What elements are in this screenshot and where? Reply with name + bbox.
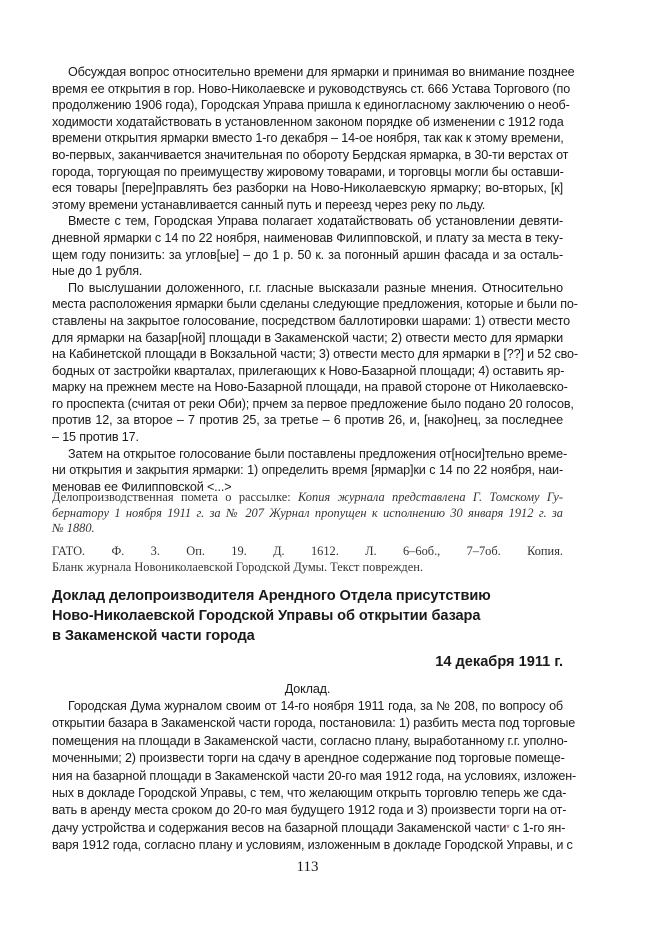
text-line xyxy=(52,379,568,396)
text-line xyxy=(52,97,570,114)
line-text: щем году понизить: за углов[ые] – до 1 р. 50 к. за погонный аршин фасада и за осталь- xyxy=(52,247,563,262)
line-text: места расположения ярмарки были сделаны следующие предложения, которые и были по- xyxy=(52,297,578,312)
line-text: бодных от застройки кварталах, прилегающих к Ново-Базарной площади; 4) оставить яр- xyxy=(52,363,565,378)
heading-line: Доклад делопроизводителя Арендного Отдела присутствию xyxy=(52,588,491,604)
text-line xyxy=(52,785,567,802)
footnote-marker[interactable]: * xyxy=(506,822,510,833)
note-line xyxy=(52,506,563,522)
text-line xyxy=(52,330,563,347)
line-text: Затем на открытое голосование были поставлены предложения от[носи]тельно време- xyxy=(68,446,568,461)
text-line xyxy=(52,412,563,429)
text-line xyxy=(52,81,571,98)
text-line xyxy=(52,733,568,750)
line-text: против 12, за второе – 7 против 25, за третье – 6 против 26, и, [нако]нец, за последнее xyxy=(52,413,563,428)
document-title: Доклад. xyxy=(284,682,331,696)
text-line xyxy=(52,213,563,230)
heading-line: в Закаменской части города xyxy=(52,628,255,644)
note-line xyxy=(52,490,563,506)
text-line xyxy=(52,768,577,785)
line-text: с 1-го ян- xyxy=(509,820,566,835)
line-text: на Кабинетской площади в Вокзальной части; 3) отвести место для ярмарки в [??] и 52 сво- xyxy=(52,347,578,362)
line-text: Вместе с тем, Городская Управа полагает ходатайствовать об установлении девяти- xyxy=(68,214,563,229)
text-line xyxy=(52,147,569,164)
text-line xyxy=(52,837,573,854)
text-line xyxy=(52,396,574,413)
line-text: го проспекта (считая от реки Оби); прчем за первое предложение было подано 20 голосов, xyxy=(52,396,574,411)
line-text: варя 1912 года, согласно плану и условиям, изложенным в докладе Городской Управы, и с xyxy=(52,838,573,853)
document-heading xyxy=(52,586,563,646)
text-line xyxy=(52,313,570,330)
text-line xyxy=(52,715,576,732)
text-line xyxy=(52,247,563,264)
page-number: 113 xyxy=(296,859,319,875)
text-line xyxy=(52,802,567,819)
line-text: По выслушании доложенного, г.г. гласные высказали разные мнения. Относительно xyxy=(68,280,563,295)
line-text: этому времени устанавливается санный путь и переезд через реку по льду. xyxy=(52,197,486,212)
text-line xyxy=(52,164,563,181)
line-text: дачу устройства и содержания весов на базарной площади Закаменской части xyxy=(52,820,507,835)
text-line xyxy=(52,296,578,313)
text-line xyxy=(52,363,563,380)
note-line xyxy=(52,521,563,537)
body-text-top xyxy=(52,64,578,495)
line-text: дневной ярмарки с 14 по 22 ноября, наименовав Филипповской, и плату за места в теку- xyxy=(52,230,563,245)
text-line xyxy=(52,263,563,280)
text-line xyxy=(52,750,563,767)
line-text: помещения на площади в Закаменской части, согласно плану, выработанному г.г. уполно- xyxy=(52,733,568,748)
text-line xyxy=(52,230,563,247)
line-text: ния на базарной площади в Закаменской части 20-го мая 1912 года, на условиях, изложен- xyxy=(52,768,577,783)
line-text: марку на прежнем месте на Ново-Базарной площади, на правой стороне от Николаевско- xyxy=(52,380,568,395)
text-line xyxy=(52,429,563,446)
document-date: 14 декабря 1911 г. xyxy=(435,654,563,670)
line-text: время ее открытия в гор. Ново-Николаевске и руководствуясь ст. 666 Устава Торгового (по xyxy=(52,81,571,96)
note-italic: бернатору 1 ноября 1911 г. за № 207 Журнал пропущен к исполнению 30 января 1912 г. за xyxy=(52,505,563,520)
text-line xyxy=(52,280,563,297)
line-text: вать в аренду места сроком до 20-го мая будущего 1912 года и 3) произвести торги на от- xyxy=(52,803,567,818)
line-text: продолжению 1906 года), Городская Управа пришла к единогласному заключению о необ- xyxy=(52,98,570,113)
body-text-bottom xyxy=(52,698,577,855)
line-text: города, торгующая по преимуществу жировому товарами, и торговцы могли бы оставши- xyxy=(52,164,564,179)
note-italic: Копия журнала представлена Г. Томскому Гу- xyxy=(298,490,564,504)
line-text: ставлены на закрытое голосование, посредством баллотировки шарами: 1) отвести место xyxy=(52,313,570,328)
text-line xyxy=(52,698,563,715)
line-text: ходимости ходатайствовать в установленном законом порядке об изменении с 1912 года xyxy=(52,114,564,129)
source-line: Бланк журнала Новониколаевской Городской Думы. Текст поврежден. xyxy=(52,559,423,574)
line-text: – 15 против 17. xyxy=(52,430,139,445)
note-italic: № 1880. xyxy=(52,521,95,535)
line-text: открытии базара в Закаменской части города, постановила: 1) разбить места под торговые xyxy=(52,716,576,731)
heading-line: Ново-Николаевской Городской Управы об открытии базара xyxy=(52,608,481,624)
line-text: ни открытия и закрытия ярмарки: 1) определить время [ярмар]ки с 14 по 22 ноября, наи- xyxy=(52,463,563,478)
text-line xyxy=(52,446,568,463)
text-line xyxy=(52,462,563,479)
note-label: Делопроизводственная помета о рассылке: xyxy=(52,490,299,504)
line-text: Обсуждая вопрос относительно времени для ярмарки и принимая во внимание позднее xyxy=(68,65,575,79)
text-line xyxy=(52,820,566,837)
line-text: для ярмарки на базар[ной] площади в Закаменской части; 2) отвести место для ярмарки xyxy=(52,330,563,345)
source-line: ГАТО. Ф. 3. Оп. 19. Д. 1612. Л. 6–6об., 7–7об. Копия. xyxy=(52,544,563,558)
distribution-note xyxy=(52,490,563,537)
text-line xyxy=(52,64,575,81)
line-text: ных в докладе Городской Управы, с тем, что желающим открыть торговлю теперь же сда- xyxy=(52,785,567,800)
line-text: времени открытия ярмарки вместо 1-го декабря – 14-ое ноября, так как к этому времени, xyxy=(52,131,564,146)
line-text: ные до 1 рубля. xyxy=(52,264,143,279)
line-text: меновав ее Филипповской <...> xyxy=(52,479,232,494)
text-line xyxy=(52,114,563,131)
text-line xyxy=(52,197,563,214)
text-line xyxy=(52,180,563,197)
line-text: еся товары [пере]правлять без разборки на Ново-Николаевскую ярмарку; во-вторых, [к] xyxy=(52,181,563,196)
line-text: Городская Дума журналом своим от 14-го ноября 1911 года, за № 208, по вопросу об xyxy=(68,699,563,713)
text-line xyxy=(52,130,563,147)
archive-source xyxy=(52,544,563,575)
text-line xyxy=(52,346,578,363)
line-text: во-первых, заканчивается значительная по обороту Бердская ярмарка, в 30-ти верстах от xyxy=(52,147,569,162)
line-text: моченными; 2) произвести торги на сдачу в арендное содержание под торговые помеще- xyxy=(52,751,565,766)
